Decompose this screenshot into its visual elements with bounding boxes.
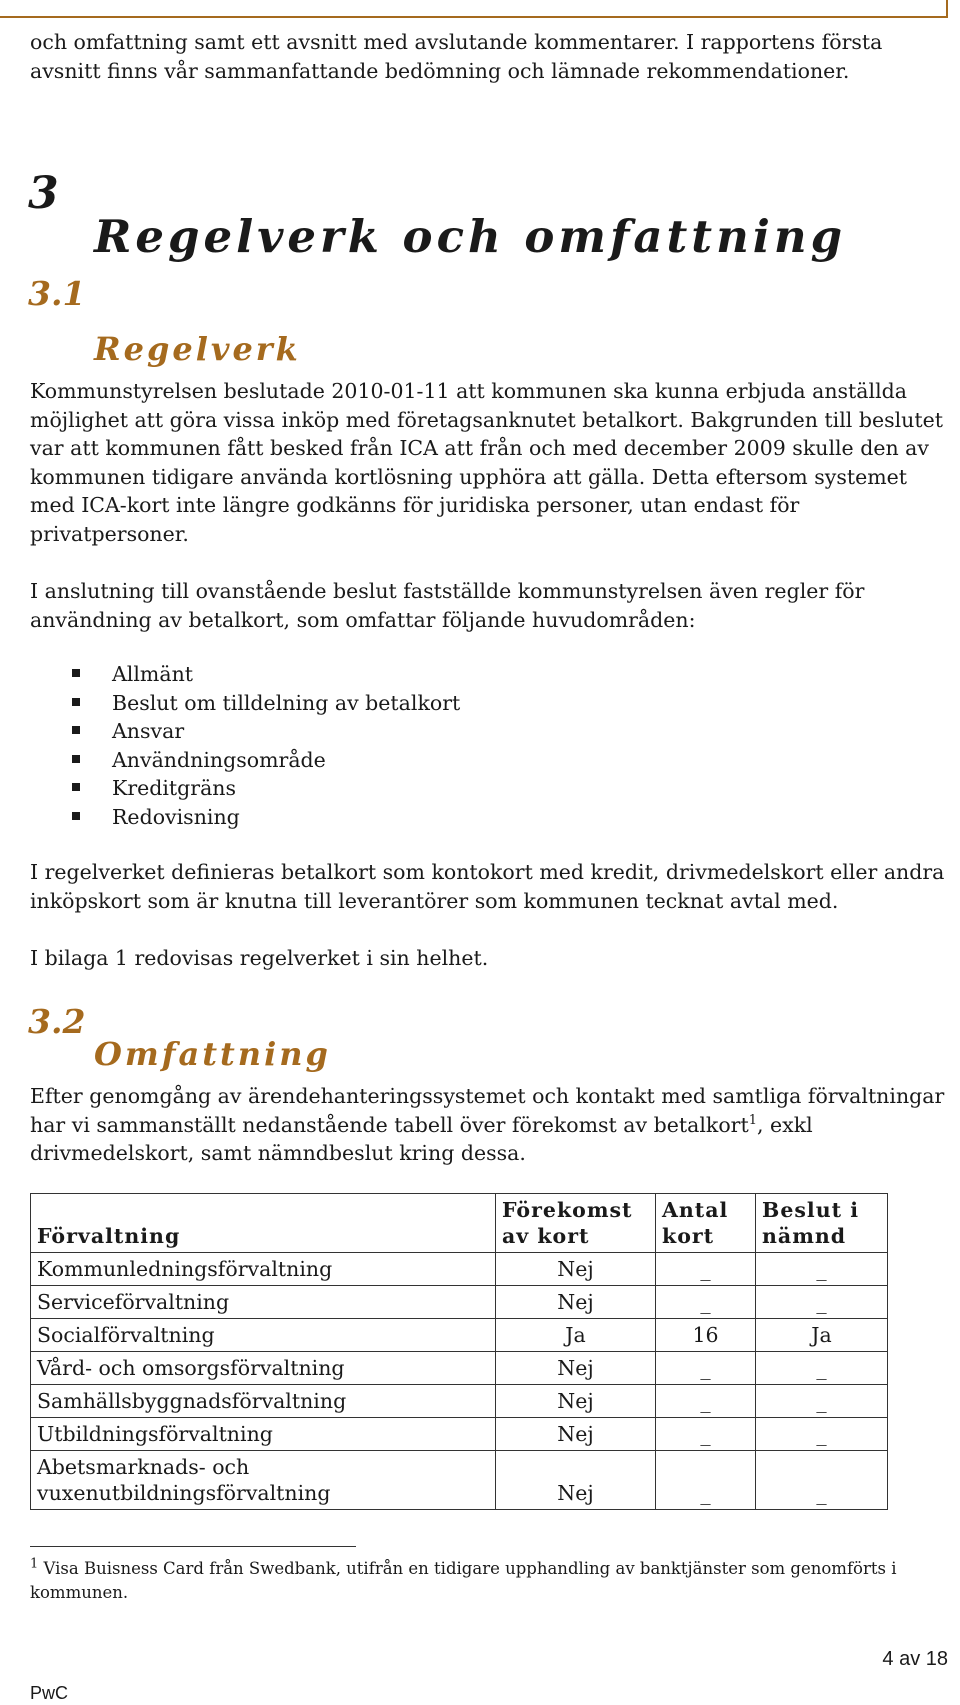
square-bullet-icon: [72, 698, 80, 706]
footer-company: PwC: [30, 1683, 69, 1703]
table-row: Vård- och omsorgsförvaltning Nej _ _: [31, 1352, 888, 1385]
list-item: Användningsområde: [72, 746, 460, 775]
footnote-number: 1: [30, 1556, 39, 1572]
square-bullet-icon: [72, 783, 80, 791]
footnote-reference[interactable]: 1: [748, 1112, 757, 1128]
table-row: Socialförvaltning Ja 16 Ja: [31, 1319, 888, 1352]
list-item: Kreditgräns: [72, 774, 460, 803]
header-beslut: Beslut i nämnd: [756, 1194, 888, 1253]
list-item: Ansvar: [72, 717, 460, 746]
table-header-row: [31, 1194, 888, 1253]
table-row: Samhällsbyggnadsförvaltning Nej _ _: [31, 1385, 888, 1418]
section-3-title: Regelverk och omfattning: [94, 210, 847, 263]
regelverk-paragraph-1: Kommunstyrelsen beslutade 2010-01-11 att kommunen ska kunna erbjuda anställda möjlighet att göra vissa inköp med företagsanknutet betalkort. Bakgrunden till beslutet var att kommunen fått besked från ICA att från och med december 2009 skulle den av kommunen tidigare använda kortlösning upphöra att gälla. Detta eftersom systemet med ICA-kort inte längre godkänns för juridiska personer, utan endast för privatpersoner.: [30, 379, 943, 546]
regelverk-paragraph-4: I bilaga 1 redovisas regelverket i sin helhet.: [30, 946, 489, 970]
regelverk-paragraph-3: I regelverket definieras betalkort som kontokort med kredit, drivmedelskort eller andra inköpskort som är knutna till leverantörer som kommunen tecknat avtal med.: [30, 860, 945, 913]
table-row: Kommunledningsförvaltning Nej _ _: [31, 1253, 888, 1286]
list-item: Allmänt: [72, 660, 460, 689]
omfattning-paragraph: Efter genomgång av ärendehanteringssystemet och kontakt med samtliga förvaltningar har vi sammanställt nedanstående tabell över förekomst av betalkort$^1$, exkl drivmedelskort, samt nämndbeslut kring dessa.: [30, 1084, 945, 1165]
section-3-2-number: 3.2: [28, 1002, 86, 1041]
section-3-1-number: 3.1: [28, 274, 86, 313]
intro-paragraph: och omfattning samt ett avsnitt med avslutande kommentarer. I rapportens första avsnitt finns vår sammanfattande bedömning och lämnade rekommendationer.: [30, 30, 883, 83]
square-bullet-icon: [72, 812, 80, 820]
square-bullet-icon: [72, 669, 80, 677]
section-3-1-title: Regelverk: [94, 330, 301, 368]
table-row: Utbildningsförvaltning Nej _ _: [31, 1418, 888, 1451]
table-row: Serviceförvaltning Nej _ _: [31, 1286, 888, 1319]
header-forvaltning: Förvaltning: [31, 1194, 496, 1253]
header-antal: Antal kort: [656, 1194, 756, 1253]
section-3-2-title: Omfattning: [94, 1035, 331, 1073]
footnote-divider: [30, 1546, 356, 1547]
square-bullet-icon: [72, 726, 80, 734]
list-item: Beslut om tilldelning av betalkort: [72, 689, 460, 718]
regelverk-paragraph-2: I anslutning till ovanstående beslut fastställde kommunstyrelsen även regler för användning av betalkort, som omfattar följande huvudområden:: [30, 579, 865, 632]
list-item: Redovisning: [72, 803, 460, 832]
main-areas-list: [72, 660, 460, 831]
page-number: 4 av 18: [882, 1648, 948, 1670]
page-corner-mark: [0, 0, 948, 18]
section-3-number: 3: [28, 168, 59, 219]
header-forekomst: Förekomst av kort: [496, 1194, 656, 1253]
betalkort-table: [30, 1193, 888, 1510]
table-row: Abetsmarknads- och vuxenutbildningsförvaltning Nej _ _: [31, 1451, 888, 1510]
square-bullet-icon: [72, 755, 80, 763]
footnote: $^1$ Visa Buisness Card från Swedbank, utifrån en tidigare upphandling av banktjänster som genomförts i kommunen.: [30, 1556, 897, 1602]
